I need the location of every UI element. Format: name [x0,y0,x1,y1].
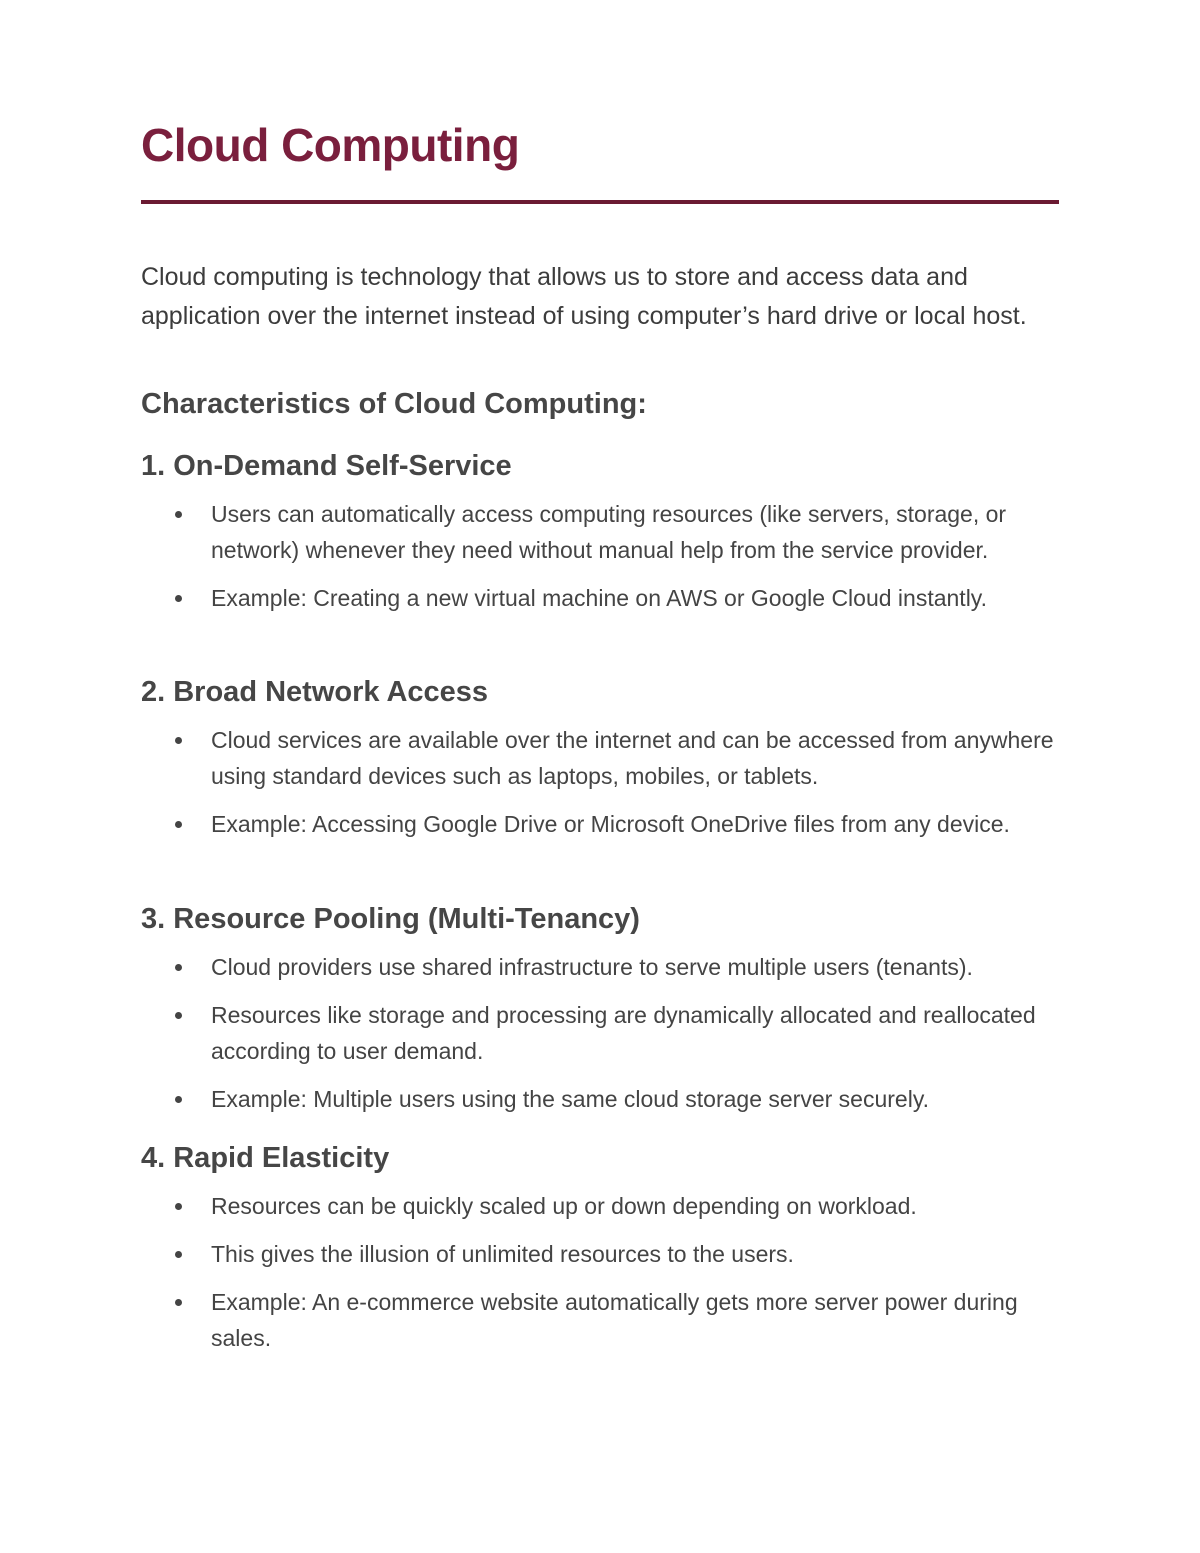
list-item-text: Example: Multiple users using the same cloud storage server securely. [211,1086,930,1112]
list-item [141,496,1059,568]
bullet-list [141,496,1059,616]
list-item [141,1284,1059,1356]
list-item-text: Example: Accessing Google Drive or Microsoft OneDrive files from any device. [211,811,1010,837]
bullet-icon [175,595,182,602]
bullet-list [141,1188,1059,1356]
intro-paragraph: Cloud computing is technology that allows us to store and access data and application over the internet instead of using computer’s hard drive or local host. [141,263,1027,330]
section-on-demand-self-service [141,448,1059,628]
list-item-text: Example: An e-commerce website automatically gets more server power during sales. [211,1289,1018,1351]
list-item-text: Cloud services are available over the internet and can be accessed from anywhere using standard devices such as laptops, mobiles, or tablets. [211,727,1054,789]
bullet-list [141,722,1059,842]
section-broad-network-access [141,674,1059,854]
list-item-text: Users can automatically access computing resources (like servers, storage, or network) whenever they need without manual help from the service provider. [211,501,1007,563]
bullet-icon [175,1096,182,1103]
list-item-text: Resources like storage and processing are dynamically allocated and reallocated according to user demand. [211,1002,1036,1064]
section-heading: 4. Rapid Elasticity [141,1142,390,1174]
list-item [141,949,1059,985]
bullet-icon [175,1203,182,1210]
bullet-list [141,949,1059,1117]
bullet-icon [175,737,182,744]
list-item-text: Resources can be quickly scaled up or down depending on workload. [211,1193,917,1219]
section-heading: 2. Broad Network Access [141,676,489,708]
list-item [141,1188,1059,1224]
bullet-icon [175,511,182,518]
title-divider [141,200,1059,204]
list-item-text: This gives the illusion of unlimited resources to the users. [211,1241,794,1267]
bullet-icon [175,1012,182,1019]
list-item-text: Example: Creating a new virtual machine on AWS or Google Cloud instantly. [211,585,987,611]
section-rapid-elasticity [141,1140,1059,1368]
section-resource-pooling [141,901,1059,1129]
list-item [141,806,1059,842]
list-item [141,1081,1059,1117]
document-title: Cloud Computing [141,119,520,171]
bullet-icon [175,1299,182,1306]
list-item-text: Cloud providers use shared infrastructure to serve multiple users (tenants). [211,954,973,980]
section-heading: 1. On-Demand Self-Service [141,450,512,482]
list-item [141,722,1059,794]
list-item [141,1236,1059,1272]
list-item [141,997,1059,1069]
bullet-icon [175,1251,182,1258]
characteristics-heading: Characteristics of Cloud Computing: [141,388,647,420]
bullet-icon [175,821,182,828]
list-item [141,580,1059,616]
bullet-icon [175,964,182,971]
section-heading: 3. Resource Pooling (Multi-Tenancy) [141,903,640,935]
